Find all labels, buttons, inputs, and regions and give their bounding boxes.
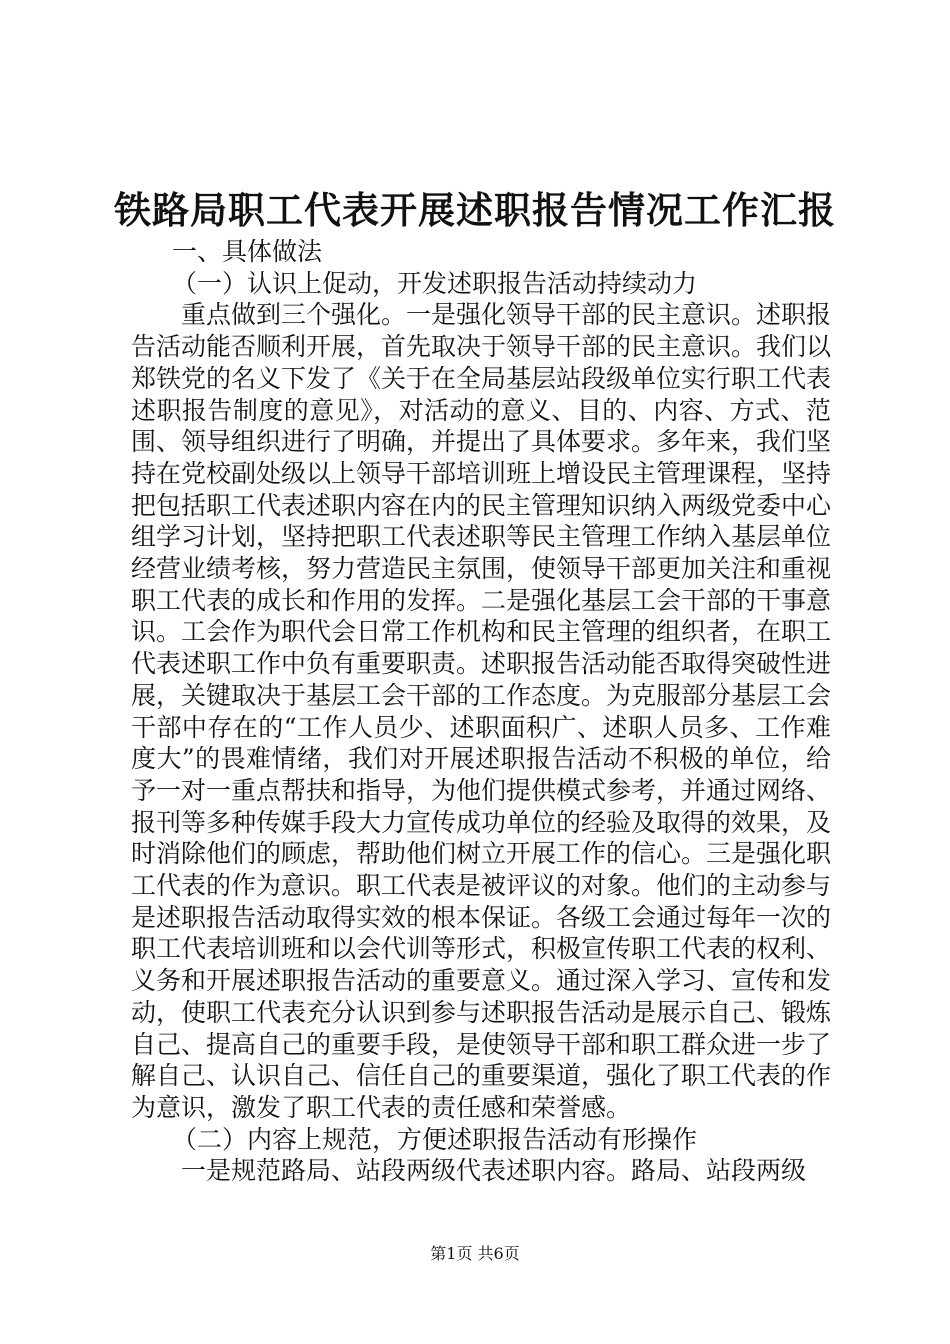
section-heading: 一、具体做法: [172, 237, 323, 266]
document-title: 铁路局职工代表开展述职报告情况工作汇报: [114, 188, 836, 232]
subsection-heading: （一）认识上促动，开发述职报告活动持续动力: [172, 268, 698, 298]
body-paragraph: 一是规范路局、站段两级代表述职内容。路局、站段两级: [181, 1156, 807, 1186]
page-footer: [0, 1242, 950, 1266]
document-body: [131, 236, 831, 1187]
page-number-label: 第1页 共6页: [430, 1244, 520, 1263]
subsection-heading: （二）内容上规范，方便述职报告活动有形操作: [172, 1124, 698, 1154]
body-paragraph: 重点做到三个强化。一是强化领导干部的民主意识。述职报告活动能否顺利开展，首先取决于领导干部的民主意识。我们以郑铁党的名义下发了《关于在全局基层站段级单位实行职工代表述职报告制度的意见》，对活动的意义、目的、内容、方式、范围、领导组织进行了明确，并提出了具体要求。多年来，我们坚持在党校副处级以上领导干部培训班上增设民主管理课程，坚持把包括职工代表述职内容在内的民主管理知识纳入两级党委中心组学习计划，坚持把职工代表述职等民主管理工作纳入基层单位经营业绩考核，努力营造民主氛围，使领导干部更加关注和重视职工代表的成长和作用的发挥。二是强化基层工会干部的干事意识。工会作为职代会日常工作机构和民主管理的组织者，在职工代表述职工作中负有重要职责。述职报告活动能否取得突破性进展，关键取决于基层工会干部的工作态度。为克服部分基层工会干部中存在的“工作人员少、述职面积广、述职人员多、工作难度大”的畏难情绪，我们对开展述职报告活动不积极的单位，给予一对一重点帮扶和指导，为他们提供模式参考，并通过网络、报刊等多种传媒手段大力宣传成功单位的经验及取得的效果，及时消除他们的顾虑，帮助他们树立开展工作的信心。三是强化职工代表的作为意识。职工代表是被评议的对象。他们的主动参与是述职报告活动取得实效的根本保证。各级工会通过每年一次的职工代表培训班和以会代训等形式，积极宣传职工代表的权利、义务和开展述职报告活动的重要意义。通过深入学习、宣传和发动，使职工代表充分认识到参与述职报告活动是展示自己、锻炼自己、提高自己的重要手段，是使领导干部和职工群众进一步了解自己、认识自己、信任自己的重要渠道，强化了职工代表的作为意识，激发了职工代表的责任感和荣誉感。: [131, 300, 832, 1122]
